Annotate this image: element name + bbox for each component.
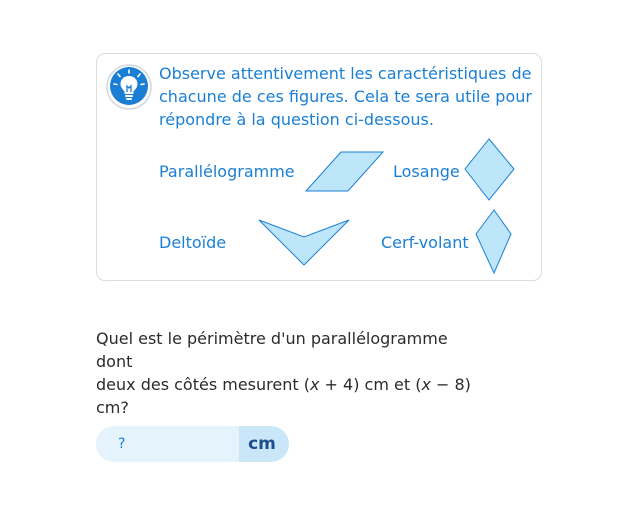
question-line1: Quel est le périmètre d'un parallélogramme dont [96, 329, 448, 371]
question-line3: cm? [96, 398, 129, 417]
info-text: Observe attentivement les caractéristiques de chacune de ces figures. Cela te sera utile pour répondre à la question ci-dessous. [159, 64, 532, 129]
question-var-x-second: x [421, 375, 431, 394]
question-line2-mid2: − 8) [430, 375, 471, 394]
question-line2-mid1: + 4) cm et ( [319, 375, 422, 394]
info-card [96, 53, 542, 281]
rhombus-shape [464, 138, 518, 202]
question-var-x: x [309, 375, 320, 394]
unit-label: cm [239, 426, 289, 462]
kite-label: Cerf-volant [381, 233, 469, 252]
lightbulb-icon [106, 64, 152, 110]
parallelogram-label: Parallélogramme [159, 162, 295, 181]
answer-input[interactable] [96, 426, 239, 462]
parallelogram-shape [305, 150, 385, 194]
answer-field [96, 426, 289, 462]
kite-shape [474, 209, 514, 275]
deltoid-shape [258, 218, 352, 268]
deltoid-label: Deltoïde [159, 233, 227, 252]
question-line2-prefix: deux des côtés mesurent ( [96, 375, 310, 394]
rhombus-label: Losange [393, 162, 460, 181]
question-text [96, 327, 476, 419]
